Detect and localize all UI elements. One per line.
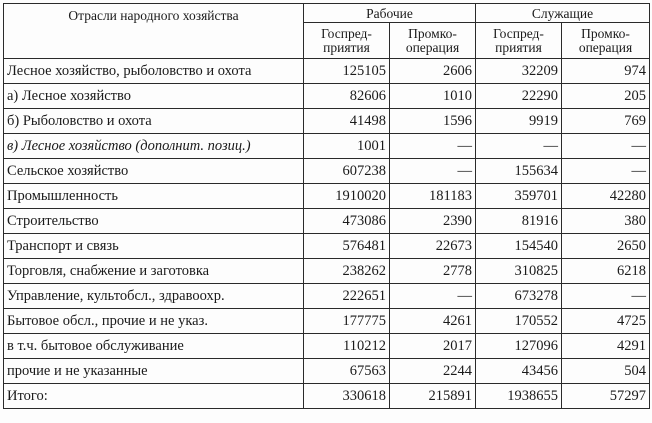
table-row <box>4 359 650 384</box>
header-state-label: Госпред- приятия <box>321 25 372 55</box>
cell-w-state: 1001 <box>304 134 390 159</box>
cell-e-state: 359701 <box>476 184 562 209</box>
cell-e-state: 9919 <box>476 109 562 134</box>
cell-e-coop: 205 <box>562 84 650 109</box>
header-coop-label: Промко- операция <box>578 25 633 55</box>
cell-e-coop: 380 <box>562 209 650 234</box>
cell-w-state: 607238 <box>304 159 390 184</box>
row-label: б) Рыболовство и охота <box>4 109 304 134</box>
cell-w-coop: 2390 <box>390 209 476 234</box>
cell-e-state: 154540 <box>476 234 562 259</box>
cell-e-state: 673278 <box>476 284 562 309</box>
row-label: прочие и не указанные <box>4 359 304 384</box>
cell-e-coop: 2650 <box>562 234 650 259</box>
cell-w-state: 576481 <box>304 234 390 259</box>
table-body <box>4 59 650 409</box>
cell-w-state: 41498 <box>304 109 390 134</box>
table-row <box>4 259 650 284</box>
cell-w-coop: 1596 <box>390 109 476 134</box>
table-row <box>4 184 650 209</box>
row-label: в) Лесное хозяйство (дополнит. позиц.) <box>4 134 304 159</box>
cell-w-state: 110212 <box>304 334 390 359</box>
header-workers-coop <box>390 23 476 59</box>
header-coop-label: Промко- операция <box>405 25 460 55</box>
table-row <box>4 159 650 184</box>
cell-w-state: 473086 <box>304 209 390 234</box>
table-row <box>4 84 650 109</box>
cell-w-state: 1910020 <box>304 184 390 209</box>
cell-w-coop: — <box>390 159 476 184</box>
row-label: Сельское хозяйство <box>4 159 304 184</box>
cell-e-coop: 4725 <box>562 309 650 334</box>
cell-w-coop: 22673 <box>390 234 476 259</box>
cell-e-state: 81916 <box>476 209 562 234</box>
cell-e-state: 127096 <box>476 334 562 359</box>
table-row <box>4 284 650 309</box>
table-row <box>4 59 650 84</box>
cell-w-coop: 181183 <box>390 184 476 209</box>
cell-w-coop: 2244 <box>390 359 476 384</box>
cell-w-state: 238262 <box>304 259 390 284</box>
cell-e-coop: — <box>562 284 650 309</box>
header-workers: Рабочие <box>304 4 476 23</box>
cell-e-coop: — <box>562 159 650 184</box>
row-label: в т.ч. бытовое обслуживание <box>4 334 304 359</box>
row-label: Бытовое обсл., прочие и не указ. <box>4 309 304 334</box>
table-row <box>4 334 650 359</box>
row-label: Управление, культобсл., здравоохр. <box>4 284 304 309</box>
header-state-label: Госпред- приятия <box>493 25 544 55</box>
header-sector: Отрасли народного хозяйства <box>4 4 304 59</box>
cell-e-coop: 42280 <box>562 184 650 209</box>
cell-w-coop: 4261 <box>390 309 476 334</box>
cell-w-coop: 2778 <box>390 259 476 284</box>
cell-w-coop: 215891 <box>390 384 476 409</box>
cell-w-state: 67563 <box>304 359 390 384</box>
table-row <box>4 109 650 134</box>
cell-e-state: — <box>476 134 562 159</box>
cell-e-coop: 974 <box>562 59 650 84</box>
cell-e-state: 43456 <box>476 359 562 384</box>
table-row <box>4 384 650 409</box>
cell-e-state: 170552 <box>476 309 562 334</box>
row-label: Лесное хозяйство, рыболовство и охота <box>4 59 304 84</box>
table-row <box>4 234 650 259</box>
header-employees-coop <box>562 23 650 59</box>
cell-e-coop: 57297 <box>562 384 650 409</box>
row-label: Торговля, снабжение и заготовка <box>4 259 304 284</box>
cell-w-state: 125105 <box>304 59 390 84</box>
cell-e-state: 155634 <box>476 159 562 184</box>
cell-w-state: 330618 <box>304 384 390 409</box>
cell-e-state: 32209 <box>476 59 562 84</box>
cell-e-coop: 769 <box>562 109 650 134</box>
header-employees-state <box>476 23 562 59</box>
row-label: а) Лесное хозяйство <box>4 84 304 109</box>
employment-table <box>3 3 650 409</box>
cell-e-coop: — <box>562 134 650 159</box>
cell-e-coop: 4291 <box>562 334 650 359</box>
cell-w-state: 82606 <box>304 84 390 109</box>
cell-e-coop: 504 <box>562 359 650 384</box>
table-row <box>4 134 650 159</box>
row-label: Промышленность <box>4 184 304 209</box>
cell-e-state: 310825 <box>476 259 562 284</box>
cell-w-coop: — <box>390 284 476 309</box>
row-label: Итого: <box>4 384 304 409</box>
cell-e-state: 22290 <box>476 84 562 109</box>
header-workers-state <box>304 23 390 59</box>
cell-w-state: 222651 <box>304 284 390 309</box>
table-row <box>4 309 650 334</box>
cell-w-coop: 2606 <box>390 59 476 84</box>
cell-w-state: 177775 <box>304 309 390 334</box>
cell-w-coop: 1010 <box>390 84 476 109</box>
row-label: Транспорт и связь <box>4 234 304 259</box>
header-row-groups <box>4 4 650 23</box>
cell-w-coop: — <box>390 134 476 159</box>
header-employees: Служащие <box>476 4 650 23</box>
row-label: Строительство <box>4 209 304 234</box>
cell-e-coop: 6218 <box>562 259 650 284</box>
cell-w-coop: 2017 <box>390 334 476 359</box>
cell-e-state: 1938655 <box>476 384 562 409</box>
table-row <box>4 209 650 234</box>
